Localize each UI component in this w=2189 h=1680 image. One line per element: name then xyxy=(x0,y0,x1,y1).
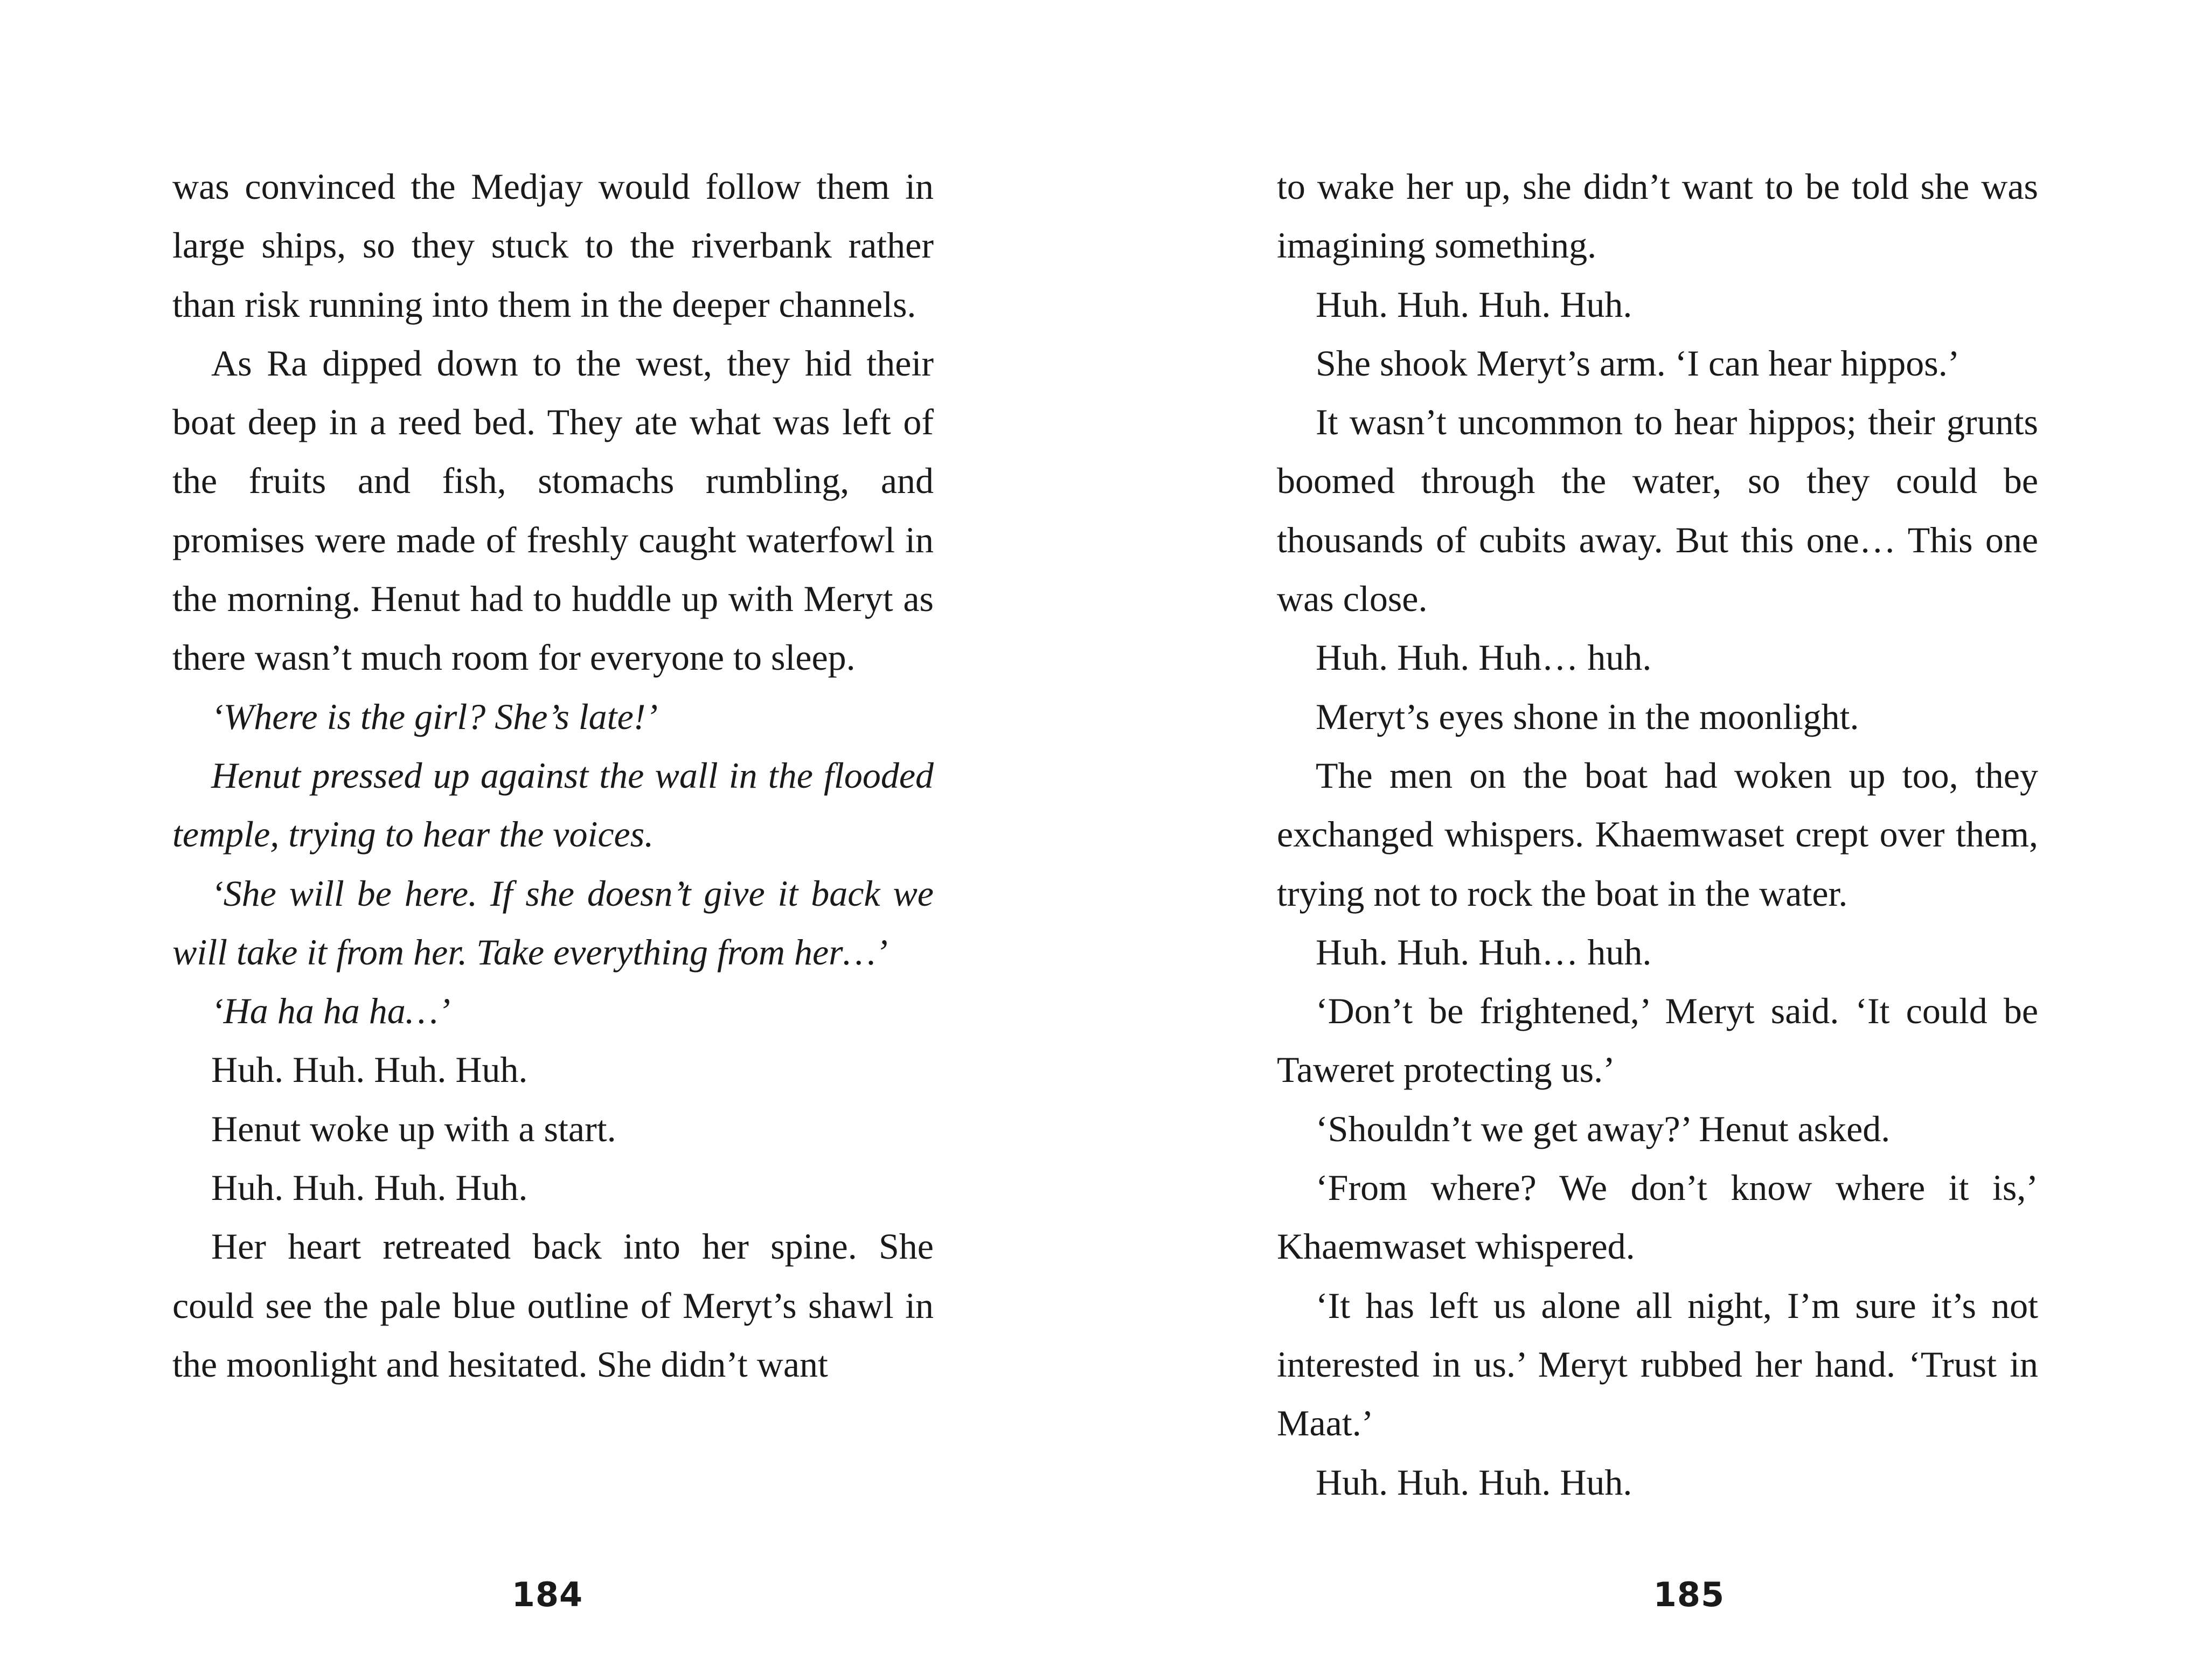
paragraph: ‘It has left us alone all night, I’m sure it’s not interested in us.’ Meryt rubbed her hand. ‘Trust in Maat.’ xyxy=(1277,1285,2038,1444)
paragraph: ‘Don’t be frightened,’ Meryt said. ‘It could be Taweret protecting us.’ xyxy=(1277,990,2038,1091)
paragraph: Henut woke up with a start. xyxy=(211,1108,616,1149)
right-page-text xyxy=(1277,157,2038,1512)
paragraph: ‘Where is the girl? She’s late!’ xyxy=(211,696,658,737)
paragraph: Huh. Huh. Huh… huh. xyxy=(1316,637,1652,678)
paragraph: Huh. Huh. Huh. Huh. xyxy=(1316,1461,1632,1503)
paragraph: She shook Meryt’s arm. ‘I can hear hippos.’ xyxy=(1316,342,1960,384)
paragraph: It wasn’t uncommon to hear hippos; their grunts boomed through the water, so they could be thousands of cubits away. But this one… This one was close. xyxy=(1277,401,2038,620)
left-page-text xyxy=(172,157,934,1394)
paragraph: Huh. Huh. Huh… huh. xyxy=(1316,931,1652,973)
paragraph: ‘Ha ha ha ha…’ xyxy=(211,990,450,1032)
paragraph: Her heart retreated back into her spine. She could see the pale blue outline of Meryt’s shawl in the moonlight and hesitated. She didn’t want xyxy=(172,1226,934,1385)
paragraph: ‘From where? We don’t know where it is,’ Khaemwaset whispered. xyxy=(1277,1167,2038,1267)
paragraph: ‘Shouldn’t we get away?’ Henut asked. xyxy=(1316,1108,1891,1149)
paragraph: Huh. Huh. Huh. Huh. xyxy=(1316,283,1632,325)
paragraph: was convinced the Medjay would follow them in large ships, so they stuck to the riverbank rather than risk running into them in the deeper channels. xyxy=(172,166,934,325)
right-page xyxy=(1094,0,2189,1680)
paragraph: to wake her up, she didn’t want to be told she was imagining something. xyxy=(1277,166,2038,266)
paragraph: Meryt’s eyes shone in the moonlight. xyxy=(1316,696,1859,737)
paragraph: Huh. Huh. Huh. Huh. xyxy=(211,1167,528,1209)
paragraph: Huh. Huh. Huh. Huh. xyxy=(211,1049,528,1091)
paragraph: The men on the boat had woken up too, they exchanged whispers. Khaemwaset crept over them, trying not to rock the boat in the water. xyxy=(1277,754,2038,914)
page-number: 184 xyxy=(511,1575,583,1614)
paragraph: Henut pressed up against the wall in the flooded temple, trying to hear the voices. xyxy=(172,754,934,855)
left-page xyxy=(0,0,1094,1680)
page-number: 185 xyxy=(1653,1575,1725,1614)
paragraph: As Ra dipped down to the west, they hid their boat deep in a reed bed. They ate what was left of the fruits and fish, stomachs rumbling, and promises were made of freshly caught waterfowl in the morning. Henut had to huddle up with Meryt as there wasn’t much room for everyone to sleep. xyxy=(172,342,934,678)
paragraph: ‘She will be here. If she doesn’t give it back we will take it from her. Take everything from her…’ xyxy=(172,872,934,973)
